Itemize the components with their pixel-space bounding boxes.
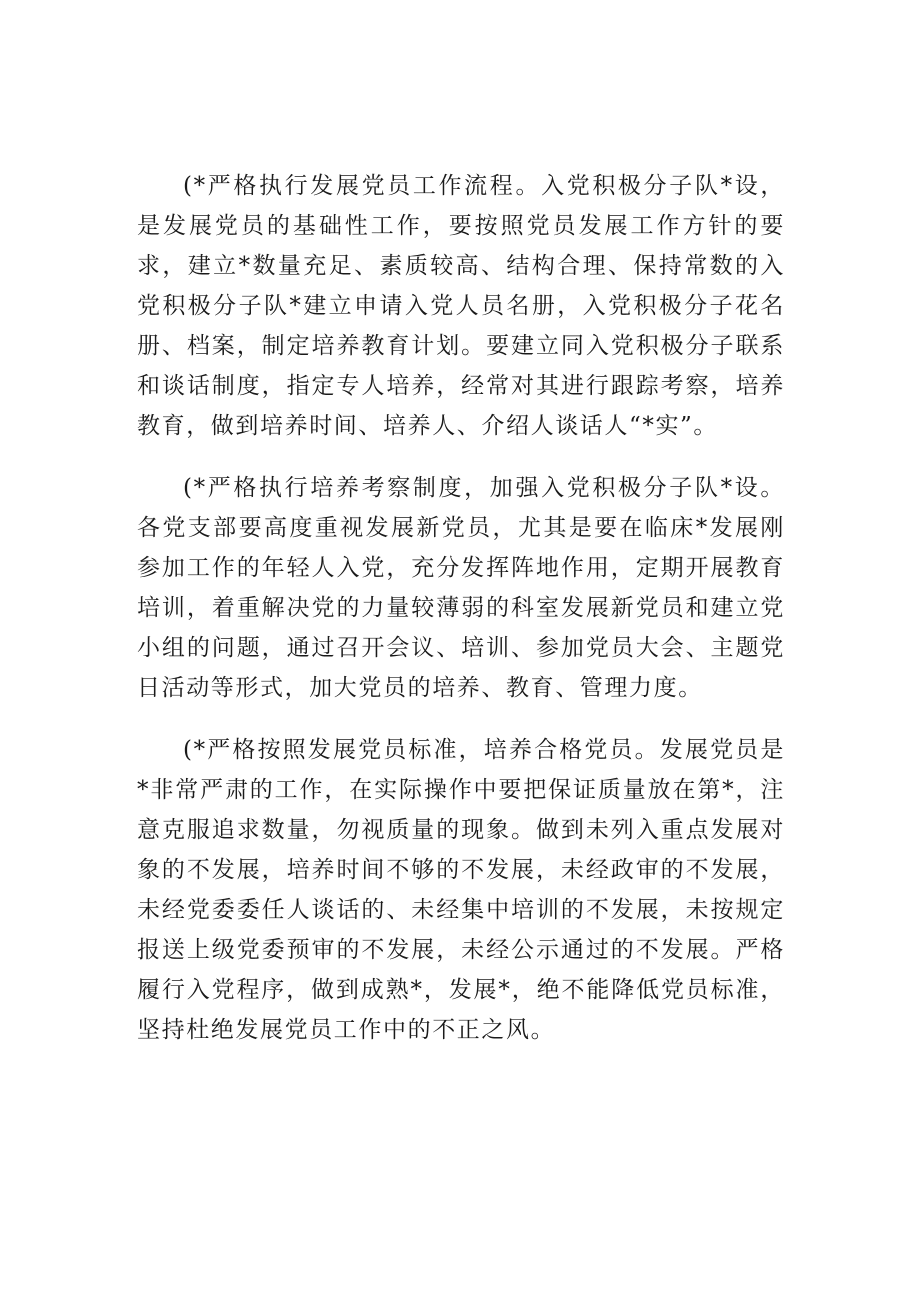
- paragraph-3: (*严格按照发展党员标准，培养合格党员。发展党员是*非常严肃的工作，在实际操作中要把保证质量放在第*，注意克服追求数量，勿视质量的现象。做到未列入重点发展对象的不发展，培养时间不够的不发展，未经政审的不发展，未经党委委任人谈话的、未经集中培训的不发展，未按规定报送上级党委预审的不发展，未经公示通过的不发展。严格履行入党程序，做到成熟*，发展*，绝不能降低党员标准，坚持杜绝发展党员工作中的不正之风。: [137, 737, 785, 1043]
- paragraph-2: (*严格执行培养考察制度，加强入党积极分子队*设。各党支部要高度重视发展新党员，尤其是要在临床*发展刚参加工作的年轻人入党，充分发挥阵地作用，定期开展教育培训，着重解决党的力量较薄弱的科室发展新党员和建立党小组的问题，通过召开会议、培训、参加党员大会、主题党日活动等形式，加大党员的培养、教育、管理力度。: [137, 475, 785, 701]
- document-body: [137, 166, 785, 1072]
- paragraph-1: (*严格执行发展党员工作流程。入党积极分子队*设，是发展党员的基础性工作，要按照党员发展工作方针的要求，建立*数量充足、素质较高、结构合理、保持常数的入党积极分子队*建立申请入党人员名册，入党积极分子花名册、档案，制定培养教育计划。要建立同入党积极分子联系和谈话制度，指定专人培养，经常对其进行跟踪考察，培养教育，做到培养时间、培养人、介绍人谈话人“*实”。: [137, 173, 785, 439]
